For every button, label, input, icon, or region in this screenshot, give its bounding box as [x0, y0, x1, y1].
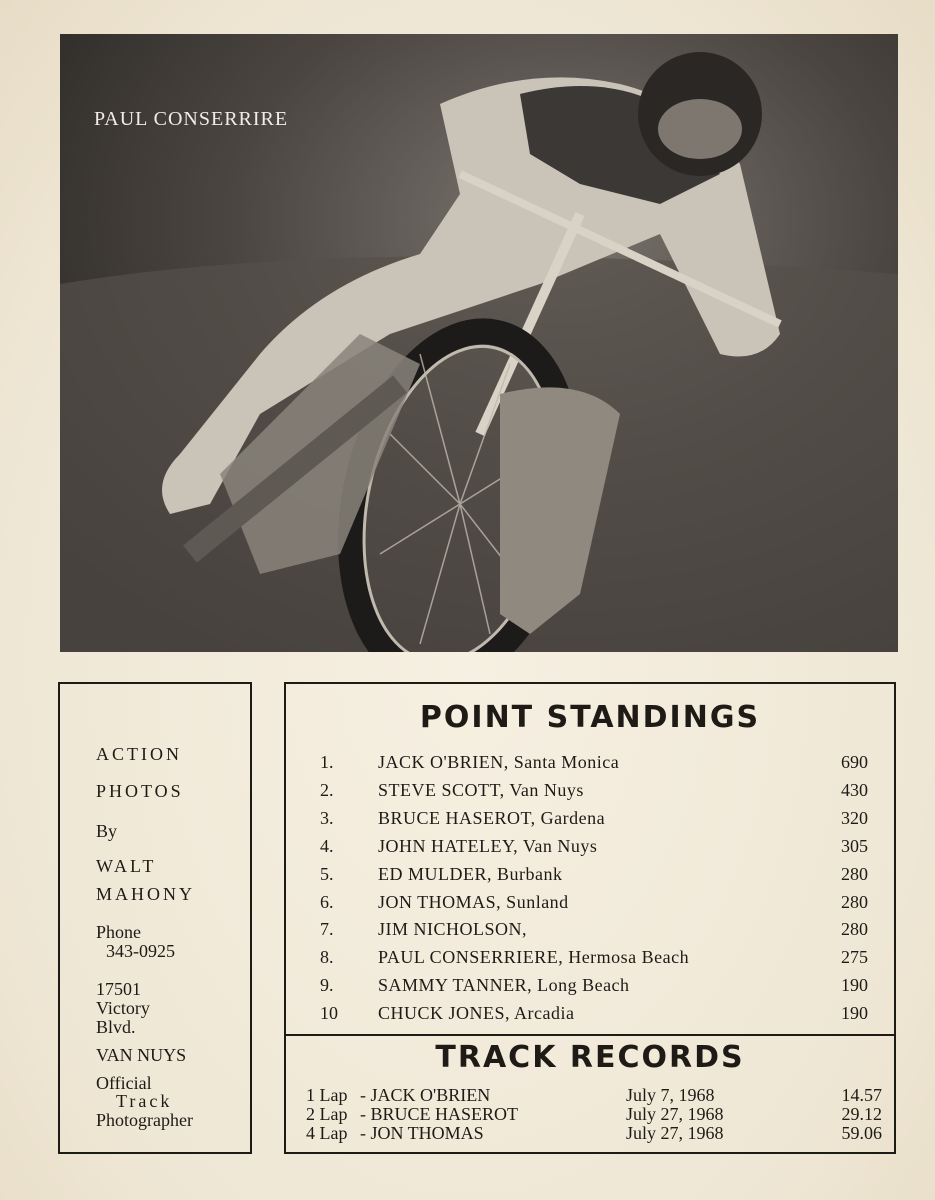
standings-row [286, 975, 894, 1001]
record-date: July 27, 1968 [626, 1104, 724, 1124]
standings-points: 280 [841, 891, 868, 912]
standings-points: 280 [841, 863, 868, 884]
standings-name: PAUL CONSERRIERE, Hermosa Beach [378, 947, 690, 968]
record-lap: 4 Lap [306, 1123, 348, 1143]
standings-name: JOHN HATELEY, Van Nuys [378, 835, 598, 856]
credits-line: MAHONY [96, 884, 195, 904]
standings-name: JIM NICHOLSON, [378, 919, 528, 940]
standings-row [286, 752, 894, 778]
credits-phone-label: Phone [96, 922, 141, 942]
record-time: 14.57 [841, 1085, 882, 1105]
standings-rank: 6. [320, 891, 334, 912]
track-records-box [284, 1034, 896, 1154]
point-standings-box [284, 682, 896, 1036]
credits-role: Photographer [96, 1110, 193, 1130]
credits-phone-number: 343-0925 [106, 941, 175, 961]
record-row [286, 1105, 894, 1125]
standings-name: STEVE SCOTT, Van Nuys [378, 779, 584, 800]
point-standings-title: POINT STANDINGS [419, 700, 761, 735]
standings-row [286, 919, 894, 945]
photo-caption: PAUL CONSERRIRE [94, 108, 289, 130]
standings-points: 320 [841, 807, 868, 828]
record-holder: - JACK O'BRIEN [360, 1085, 491, 1105]
credits-address: Blvd. [96, 1017, 136, 1037]
standings-rank: 3. [320, 807, 334, 828]
standings-row [286, 1003, 894, 1029]
standings-row [286, 892, 894, 918]
track-records-title: TRACK RECORDS [435, 1040, 745, 1075]
standings-row [286, 808, 894, 834]
credits-role: Track [116, 1091, 173, 1111]
standings-rank: 4. [320, 835, 334, 856]
standings-row [286, 864, 894, 890]
record-time: 59.06 [841, 1123, 882, 1143]
standings-name: JACK O'BRIEN, Santa Monica [378, 752, 620, 772]
record-date: July 27, 1968 [626, 1123, 724, 1143]
standings-points: 280 [841, 919, 868, 940]
standings-name: JON THOMAS, Sunland [378, 891, 569, 912]
credits-address: 17501 [96, 979, 141, 999]
standings-rank: 5. [320, 863, 334, 884]
record-time: 29.12 [841, 1104, 882, 1124]
standings-name: CHUCK JONES, Arcadia [378, 1003, 575, 1024]
standings-row [286, 947, 894, 973]
standings-name: SAMMY TANNER, Long Beach [378, 975, 630, 996]
record-holder: - JON THOMAS [360, 1123, 484, 1143]
standings-points: 305 [841, 835, 868, 856]
rider-photo [60, 34, 898, 652]
standings-rank: 7. [320, 919, 334, 940]
record-lap: 2 Lap [306, 1104, 348, 1124]
credits-line: By [96, 821, 118, 841]
credits-line: WALT [96, 856, 157, 876]
standings-rank: 9. [320, 975, 334, 996]
record-date: July 7, 1968 [626, 1085, 715, 1105]
standings-row [286, 836, 894, 862]
standings-points: 690 [841, 752, 868, 772]
standings-points: 190 [841, 1003, 868, 1024]
credits-line: ACTION [96, 744, 182, 764]
standings-points: 275 [841, 947, 868, 968]
credits-role: Official [96, 1073, 152, 1093]
standings-rank: 2. [320, 779, 334, 800]
standings-name: BRUCE HASEROT, Gardena [378, 807, 606, 828]
standings-name: ED MULDER, Burbank [378, 863, 563, 884]
credits-address: Victory [96, 998, 150, 1018]
record-row [286, 1086, 894, 1106]
standings-rank: 8. [320, 947, 334, 968]
standings-rank: 10 [320, 1003, 338, 1024]
standings-points: 430 [841, 779, 868, 800]
standings-points: 190 [841, 975, 868, 996]
photo-credits-box [58, 682, 252, 1154]
credits-line: PHOTOS [96, 781, 184, 801]
record-lap: 1 Lap [306, 1085, 348, 1105]
credits-city: VAN NUYS [96, 1045, 187, 1065]
record-holder: - BRUCE HASEROT [360, 1104, 519, 1124]
standings-row [286, 780, 894, 806]
standings-rank: 1. [320, 752, 334, 772]
record-row [286, 1124, 894, 1144]
